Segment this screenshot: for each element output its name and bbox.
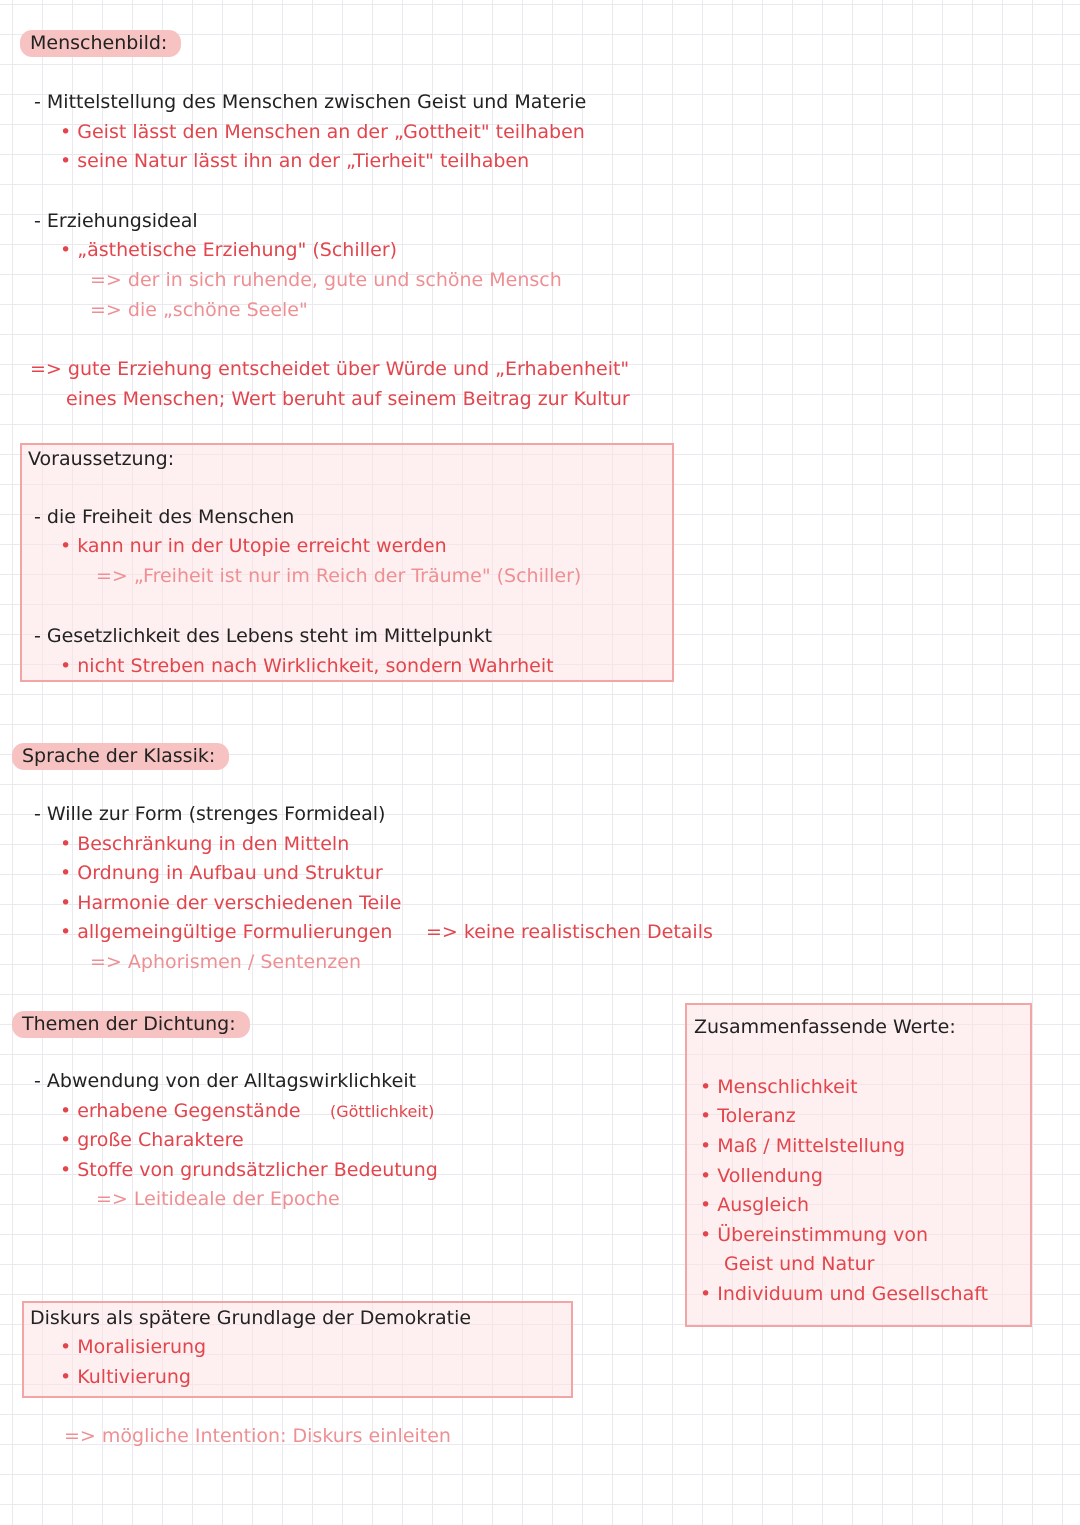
werte-item-mass: • Maß / Mittelstellung <box>700 1135 906 1157</box>
sprache-arrow-aphorismen: => Aphorismen / Sentenzen <box>90 951 361 973</box>
sprache-item-wille-zur-form: - Wille zur Form (strenges Formideal) <box>34 803 386 825</box>
werte-item-toleranz: • Toleranz <box>700 1105 796 1127</box>
sprache-sub-beschraenkung: • Beschränkung in den Mitteln <box>60 833 350 855</box>
sprache-sub-harmonie: • Harmonie der verschiedenen Teile <box>60 892 402 914</box>
diskurs-intention: => mögliche Intention: Diskurs einleiten <box>64 1425 451 1447</box>
themen-arrow-leitideale: => Leitideale der Epoche <box>96 1188 340 1210</box>
themen-item-abwendung: - Abwendung von der Alltagswirklichkeit <box>34 1070 417 1092</box>
themen-sub-erhabene-gegenstaende: • erhabene Gegenstände <box>60 1100 301 1122</box>
voraussetzung-item-freiheit: - die Freiheit des Menschen <box>34 506 295 528</box>
werte-item-geist-natur: Geist und Natur <box>724 1253 875 1275</box>
voraussetzung-sub-utopie: • kann nur in der Utopie erreicht werden <box>60 535 447 557</box>
diskurs-sub-kultivierung: • Kultivierung <box>60 1366 191 1388</box>
menschenbild-conclusion-line2: eines Menschen; Wert beruht auf seinem Beitrag zur Kultur <box>66 388 630 410</box>
sprache-heading: Sprache der Klassik: <box>12 743 229 770</box>
menschenbild-conclusion-line1: => gute Erziehung entscheidet über Würde und „Erhabenheit" <box>30 358 630 380</box>
voraussetzung-item-gesetzlichkeit: - Gesetzlichkeit des Lebens steht im Mittelpunkt <box>34 625 493 647</box>
werte-item-vollendung: • Vollendung <box>700 1165 823 1187</box>
themen-sub-goettlichkeit: (Göttlichkeit) <box>330 1102 435 1121</box>
voraussetzung-arrow-traeume: => „Freiheit ist nur im Reich der Träume" (Schiller) <box>96 565 582 587</box>
menschenbild-sub-geist: • Geist lässt den Menschen an der „Gottheit" teilhaben <box>60 121 585 143</box>
menschenbild-heading: Menschenbild: <box>20 30 181 57</box>
werte-item-ausgleich: • Ausgleich <box>700 1194 809 1216</box>
werte-item-uebereinstimmung: • Übereinstimmung von <box>700 1224 929 1246</box>
werte-heading: Zusammenfassende Werte: <box>694 1016 956 1038</box>
menschenbild-sub-natur: • seine Natur lässt ihn an der „Tierheit" teilhaben <box>60 150 530 172</box>
diskurs-heading: Diskurs als spätere Grundlage der Demokratie <box>30 1307 472 1329</box>
werte-item-menschlichkeit: • Menschlichkeit <box>700 1076 858 1098</box>
menschenbild-item-erziehungsideal: - Erziehungsideal <box>34 210 198 232</box>
menschenbild-arrow-mensch: => der in sich ruhende, gute und schöne Mensch <box>90 269 562 291</box>
themen-sub-charaktere: • große Charaktere <box>60 1129 244 1151</box>
sprache-sub-formulierungen: • allgemeingültige Formulierungen <box>60 921 393 943</box>
themen-sub-stoffe: • Stoffe von grundsätzlicher Bedeutung <box>60 1159 438 1181</box>
menschenbild-sub-aesthetische-erziehung: • „ästhetische Erziehung" (Schiller) <box>60 239 398 261</box>
werte-item-individuum: • Individuum und Gesellschaft <box>700 1283 989 1305</box>
themen-heading: Themen der Dichtung: <box>12 1011 250 1038</box>
sprache-sub-ordnung: • Ordnung in Aufbau und Struktur <box>60 862 383 884</box>
voraussetzung-heading: Voraussetzung: <box>28 448 175 470</box>
voraussetzung-sub-wahrheit: • nicht Streben nach Wirklichkeit, sondern Wahrheit <box>60 655 554 677</box>
menschenbild-item-mittelstellung: - Mittelstellung des Menschen zwischen Geist und Materie <box>34 91 587 113</box>
menschenbild-arrow-seele: => die „schöne Seele" <box>90 299 308 321</box>
diskurs-sub-moralisierung: • Moralisierung <box>60 1336 207 1358</box>
sprache-sub-details: => keine realistischen Details <box>426 921 713 943</box>
